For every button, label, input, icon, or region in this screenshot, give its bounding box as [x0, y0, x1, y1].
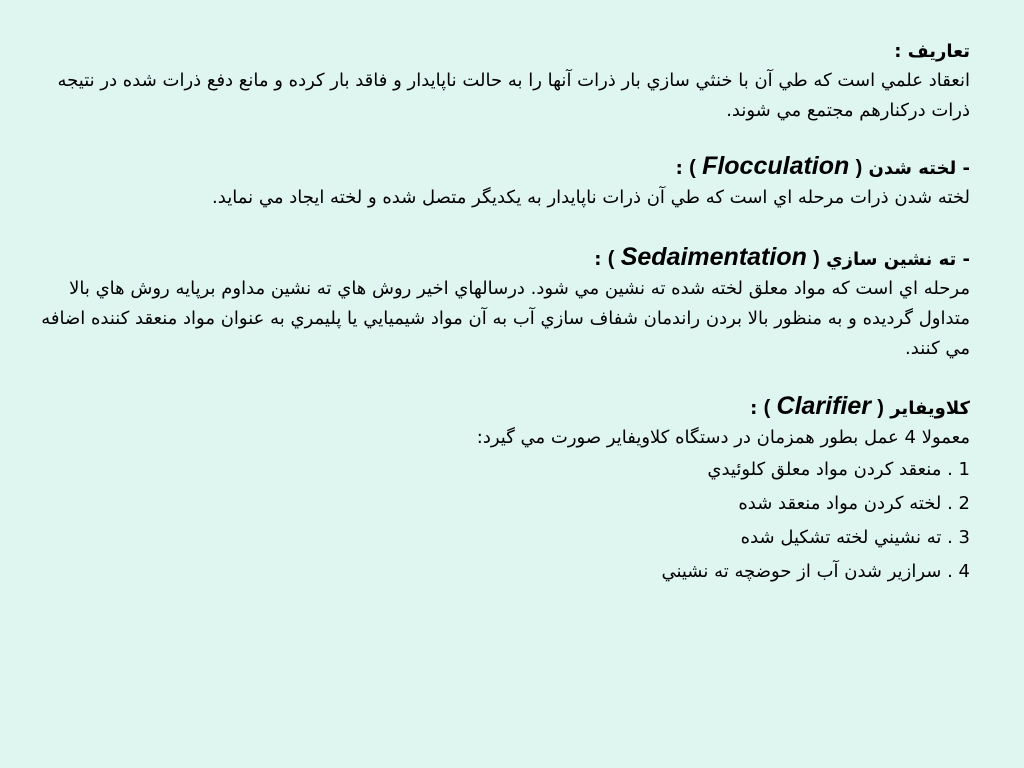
flocculation-open-paren: ( — [855, 157, 863, 179]
sedimentation-close-paren: ) — [607, 248, 615, 270]
clarifier-term: Clarifier — [776, 392, 871, 420]
flocculation-colon: : — [675, 158, 683, 179]
flocculation-body: لخته شدن ذرات مرحله اي است که طي آن ذرات ناپايدار به يکديگر متصل شده و لخته ايجاد مي نمايد. — [212, 187, 970, 208]
sedimentation-body: مرحله اي است که مواد معلق لخته شده ته نشين مي شود. درسالهاي اخير روش هاي ته نشين مداوم برپايه روش هاي بالا متداول گرديده و به منظور بالا بردن راندمان شفاف سازي آب به آن مواد شيميايي يا پليمري به عنوان مواد منعقد کننده اضافه مي کنند. — [41, 278, 970, 359]
sedimentation-section — [38, 243, 970, 364]
list-item: 4 . سرازير شدن آب از حوضچه ته نشيني — [661, 561, 970, 582]
sedimentation-colon: : — [594, 249, 602, 270]
clarifier-section — [38, 392, 970, 589]
flocculation-heading-prefix: - لخته شدن — [868, 158, 970, 179]
clarifier-steps-list — [38, 453, 970, 589]
definitions-heading: تعاريف : — [894, 41, 970, 62]
clarifier-heading — [38, 392, 970, 423]
clarifier-intro: معمولا 4 عمل بطور همزمان در دستگاه کلاويفاير صورت مي گيرد: — [476, 427, 970, 448]
definitions-section — [38, 38, 970, 126]
list-item: 2 . لخته کردن مواد منعقد شده — [738, 493, 970, 514]
flocculation-term: Flocculation — [702, 152, 850, 180]
definitions-body: انعقاد علمي است که طي آن با خنثي سازي بار ذرات آنها را به حالت ناپايدار و فاقد بار کرده و مانع دفع ذرات شده در نتيجه ذرات درکنارهم مجتمع مي شوند. — [57, 70, 970, 121]
flocculation-section — [38, 152, 970, 213]
clarifier-close-paren: ) — [763, 397, 771, 419]
clarifier-colon: : — [750, 398, 758, 419]
sedimentation-term: Sedaimentation — [620, 243, 807, 271]
list-item: 3 . ته نشيني لخته تشکيل شده — [740, 527, 970, 548]
sedimentation-heading — [38, 243, 970, 274]
flocculation-heading — [38, 152, 970, 183]
slide-content — [38, 38, 970, 589]
sedimentation-open-paren: ( — [813, 248, 820, 270]
sedimentation-heading-prefix: - ته نشين سازي — [826, 249, 970, 270]
clarifier-open-paren: ( — [877, 397, 884, 419]
flocculation-close-paren: ) — [689, 157, 696, 179]
list-item: 1 . منعقد کردن مواد معلق کلوئيدي — [707, 459, 970, 480]
clarifier-heading-prefix: کلاويفاير — [890, 398, 970, 419]
